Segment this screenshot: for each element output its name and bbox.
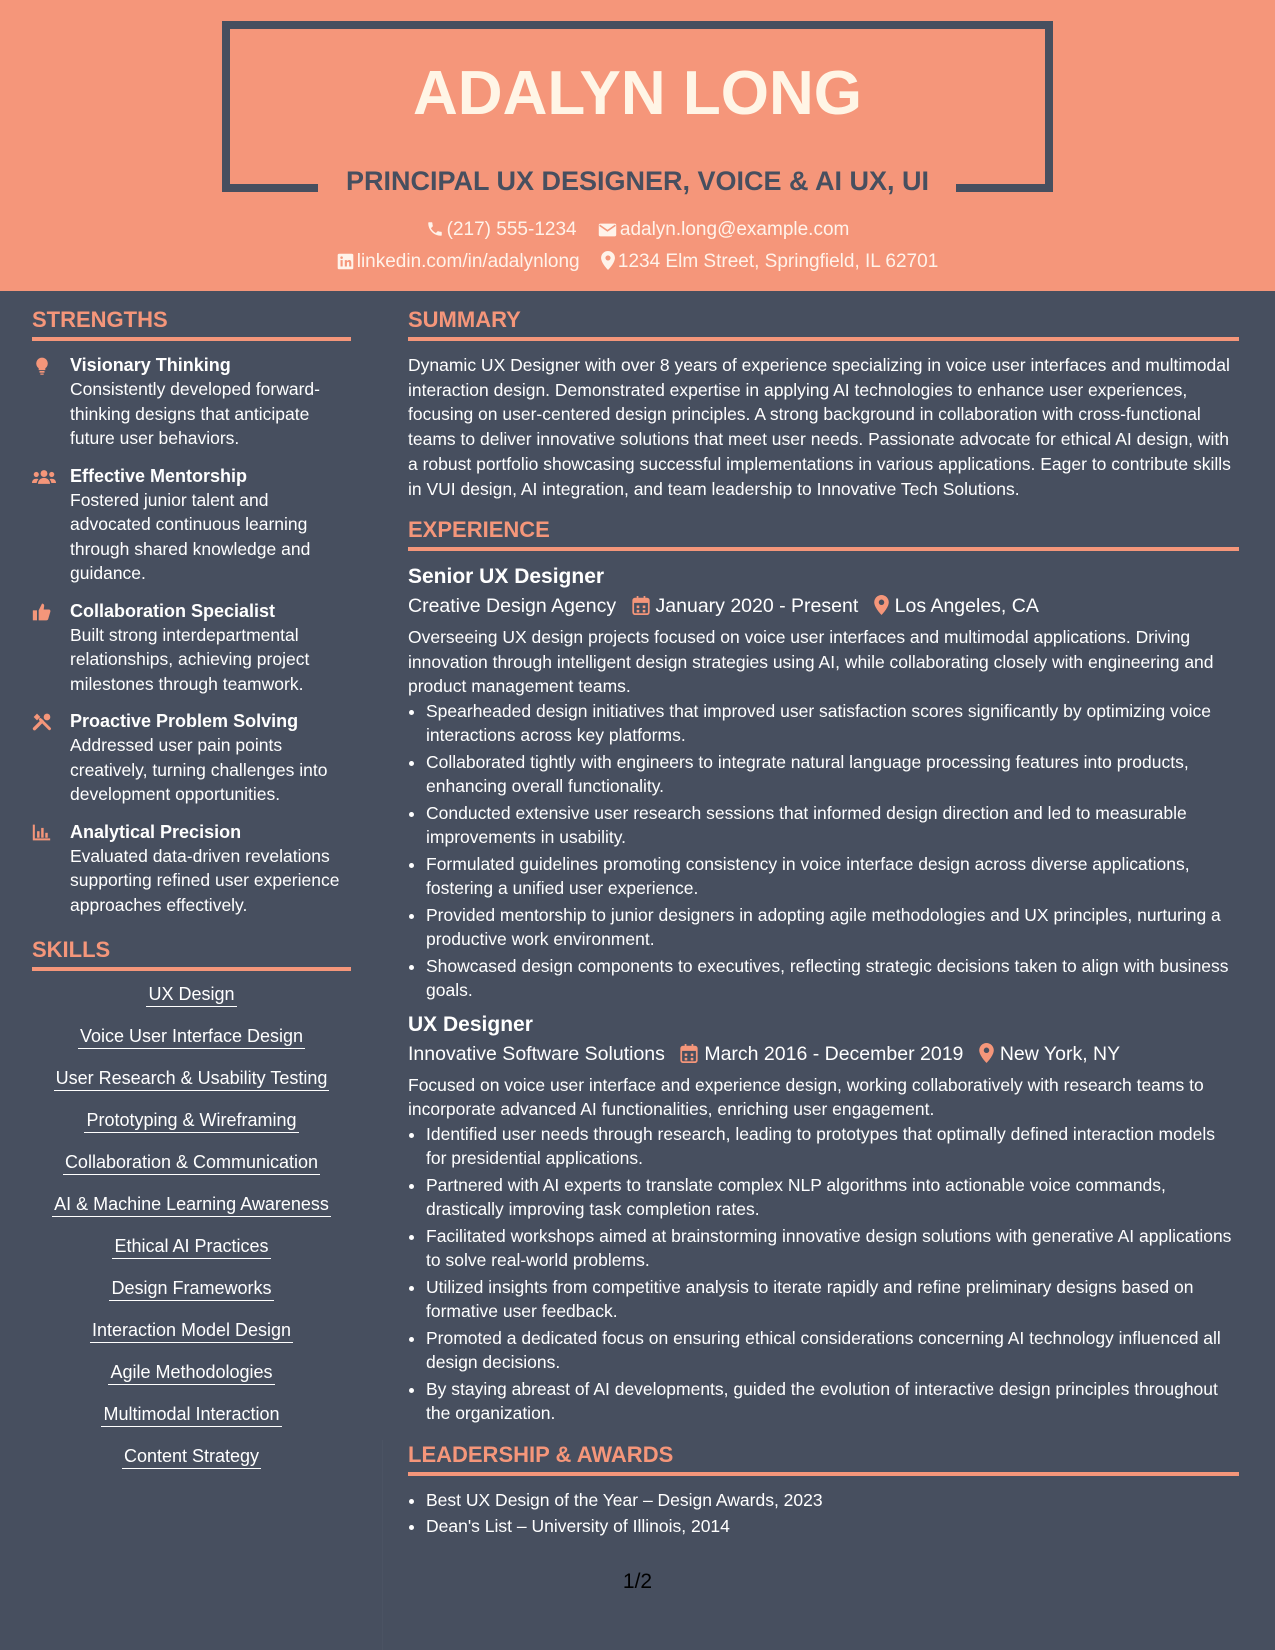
job-bullets — [408, 699, 1239, 1003]
skill-tag: Multimodal Interaction — [101, 1403, 281, 1427]
skill-tag: Prototyping & Wireframing — [84, 1109, 298, 1133]
skill-tag: Agile Methodologies — [108, 1361, 274, 1385]
calendar-icon — [632, 596, 650, 615]
map-pin-icon — [979, 1043, 994, 1063]
list-item: • Provided mentorship to junior designers in adopting agile methodologies and UX principles, nurturing a productive work environment. — [426, 903, 1239, 952]
strength-desc: Fostered junior talent and advocated continuous learning through shared knowledge and guidance. — [70, 489, 311, 583]
list-item: • Formulated guidelines promoting consistency in voice interface design across diverse applications, fostering a unified user experience. — [426, 852, 1239, 901]
company-name: Creative Design Agency — [408, 595, 617, 618]
strength-desc: Evaluated data-driven revelations supporting refined user experience approaches effectively. — [70, 845, 340, 915]
tools-icon — [32, 712, 52, 732]
linkedin-text: linkedin.com/in/adalynlong — [356, 251, 580, 272]
skill-tag: AI & Machine Learning Awareness — [52, 1193, 331, 1217]
skill-tag: Collaboration & Communication — [63, 1151, 320, 1175]
strength-item — [32, 709, 351, 807]
list-item: • Facilitated workshops aimed at brainstorming innovative design solutions with generative AI applications to solve real-world problems. — [426, 1224, 1239, 1273]
contact-row-2 — [0, 251, 1275, 273]
phone-contact[interactable] — [426, 219, 577, 241]
envelope-icon — [598, 222, 617, 238]
job-entry — [408, 563, 1239, 1003]
job-location: Los Angeles, CA — [894, 595, 1039, 618]
address-text: 1234 Elm Street, Springfield, IL 62701 — [617, 251, 939, 272]
job-title: Senior UX Designer — [408, 565, 605, 589]
skill-tag: UX Design — [146, 983, 236, 1007]
map-pin-icon — [874, 595, 889, 615]
calendar-icon — [680, 1044, 698, 1063]
job-dates: January 2020 - Present — [655, 595, 859, 618]
skill-tag: Voice User Interface Design — [78, 1025, 305, 1049]
list-item: • Utilized insights from competitive analysis to iterate rapidly and refine preliminary designs based on formative user feedback. — [426, 1275, 1239, 1324]
list-item: • Collaborated tightly with engineers to integrate natural language processing features into products, enhancing overall functionality. — [426, 750, 1239, 799]
job-headline: PRINCIPAL UX DESIGNER, VOICE & AI UX, UI — [345, 166, 930, 196]
summary-heading: SUMMARY — [408, 307, 1239, 341]
list-item: • Best UX Design of the Year – Design Awards, 2023 — [426, 1488, 1239, 1513]
thumbs-up-icon — [32, 602, 52, 622]
summary-text: Dynamic UX Designer with over 8 years of experience specializing in voice user interfaces and multimodal interaction design. Demonstrated expertise in applying AI technologies to enhance user experiences, focusing on user-centered design principles. A strong background in collaboration with cross-functional teams to deliver innovative solutions that meet user needs. Passionate advocate for ethical AI design, with a robust portfolio showcasing successful implementations in various applications. Eager to contribute skills in VUI design, AI integration, and team leadership to Innovative Tech Solutions. — [408, 355, 1231, 499]
skill-tag: Interaction Model Design — [90, 1319, 293, 1343]
column-divider — [382, 1440, 383, 1650]
email-text: adalyn.long@example.com — [619, 219, 850, 240]
skill-tag: User Research & Usability Testing — [54, 1067, 330, 1091]
strength-title: Proactive Problem Solving — [70, 711, 299, 731]
job-title: UX Designer — [408, 1012, 533, 1036]
strengths-heading: STRENGTHS — [32, 307, 351, 341]
strength-item — [32, 353, 351, 451]
page-number: 1/2 — [622, 1570, 653, 1593]
list-item: • Promoted a dedicated focus on ensuring ethical considerations concerning AI technology influenced all design decisions. — [426, 1326, 1239, 1375]
company-name: Innovative Software Solutions — [408, 1042, 665, 1065]
list-item: • Partnered with AI experts to translate complex NLP algorithms into actionable voice commands, drastically improving task completion rates. — [426, 1173, 1239, 1222]
job-description: Focused on voice user interface and experience design, working collaboratively with research teams to incorporate advanced AI functionalities, enriching user engagement. — [408, 1074, 1204, 1120]
list-item: • By staying abreast of AI developments, guided the evolution of interactive design principles throughout the organization. — [426, 1377, 1239, 1426]
lightbulb-icon — [32, 356, 52, 376]
right-column — [408, 291, 1239, 1541]
job-entry — [408, 1011, 1239, 1426]
awards-heading: LEADERSHIP & AWARDS — [408, 1442, 1239, 1476]
skill-tag: Design Frameworks — [109, 1277, 273, 1301]
phone-icon — [426, 220, 444, 238]
awards-list — [408, 1488, 1239, 1539]
list-item: • Dean's List – University of Illinois, 2014 — [426, 1514, 1239, 1539]
list-item: • Conducted extensive user research sessions that informed design direction and led to measurable improvements in usability. — [426, 801, 1239, 850]
strength-title: Collaboration Specialist — [70, 600, 276, 621]
strength-title: Visionary Thinking — [70, 355, 231, 375]
strength-item — [32, 599, 351, 697]
job-bullets — [408, 1122, 1239, 1426]
linkedin-contact[interactable] — [337, 251, 580, 273]
contact-row-1 — [0, 219, 1275, 241]
strength-item — [32, 820, 351, 918]
email-contact[interactable] — [598, 219, 849, 241]
list-item: • Identified user needs through research, leading to prototypes that optimally defined interaction models for presidential applications. — [426, 1122, 1239, 1171]
job-description: Overseeing UX design projects focused on voice user interfaces and multimodal applications. Driving innovation through intelligent design strategies using AI, while collaborating closely with engineering and product management teams. — [408, 627, 1214, 697]
users-icon — [32, 467, 56, 487]
list-item: • Showcased design components to executives, reflecting strategic decisions taken to align with business goals. — [426, 954, 1239, 1003]
skill-tag: Content Strategy — [122, 1445, 261, 1469]
strength-desc: Addressed user pain points creatively, turning challenges into development opportunities. — [70, 735, 328, 804]
job-meta — [408, 1039, 1239, 1069]
skill-tag: Ethical AI Practices — [112, 1235, 270, 1259]
job-location: New York, NY — [999, 1042, 1121, 1065]
address-contact — [601, 251, 938, 273]
candidate-name: ADALYN LONG — [413, 59, 862, 128]
strength-title: Effective Mentorship — [70, 465, 248, 486]
skills-heading: SKILLS — [32, 937, 351, 971]
strength-desc: Built strong interdepartmental relationships, achieving project milestones through teamwork. — [70, 624, 310, 694]
phone-text: (217) 555-1234 — [446, 219, 577, 240]
map-pin-icon — [601, 251, 615, 270]
experience-heading: EXPERIENCE — [408, 517, 1239, 551]
strength-title: Analytical Precision — [70, 821, 242, 842]
left-column — [32, 291, 351, 1487]
bar-chart-icon — [32, 823, 52, 841]
skills-list — [32, 983, 351, 1487]
strength-item — [32, 464, 351, 586]
linkedin-icon — [337, 253, 354, 270]
job-meta — [408, 591, 1239, 621]
job-dates: March 2016 - December 2019 — [704, 1042, 964, 1065]
strength-desc: Consistently developed forward-thinking designs that anticipate future user behaviors. — [70, 379, 320, 448]
list-item: • Spearheaded design initiatives that improved user satisfaction scores significantly by optimizing voice interactions across key platforms. — [426, 699, 1239, 748]
